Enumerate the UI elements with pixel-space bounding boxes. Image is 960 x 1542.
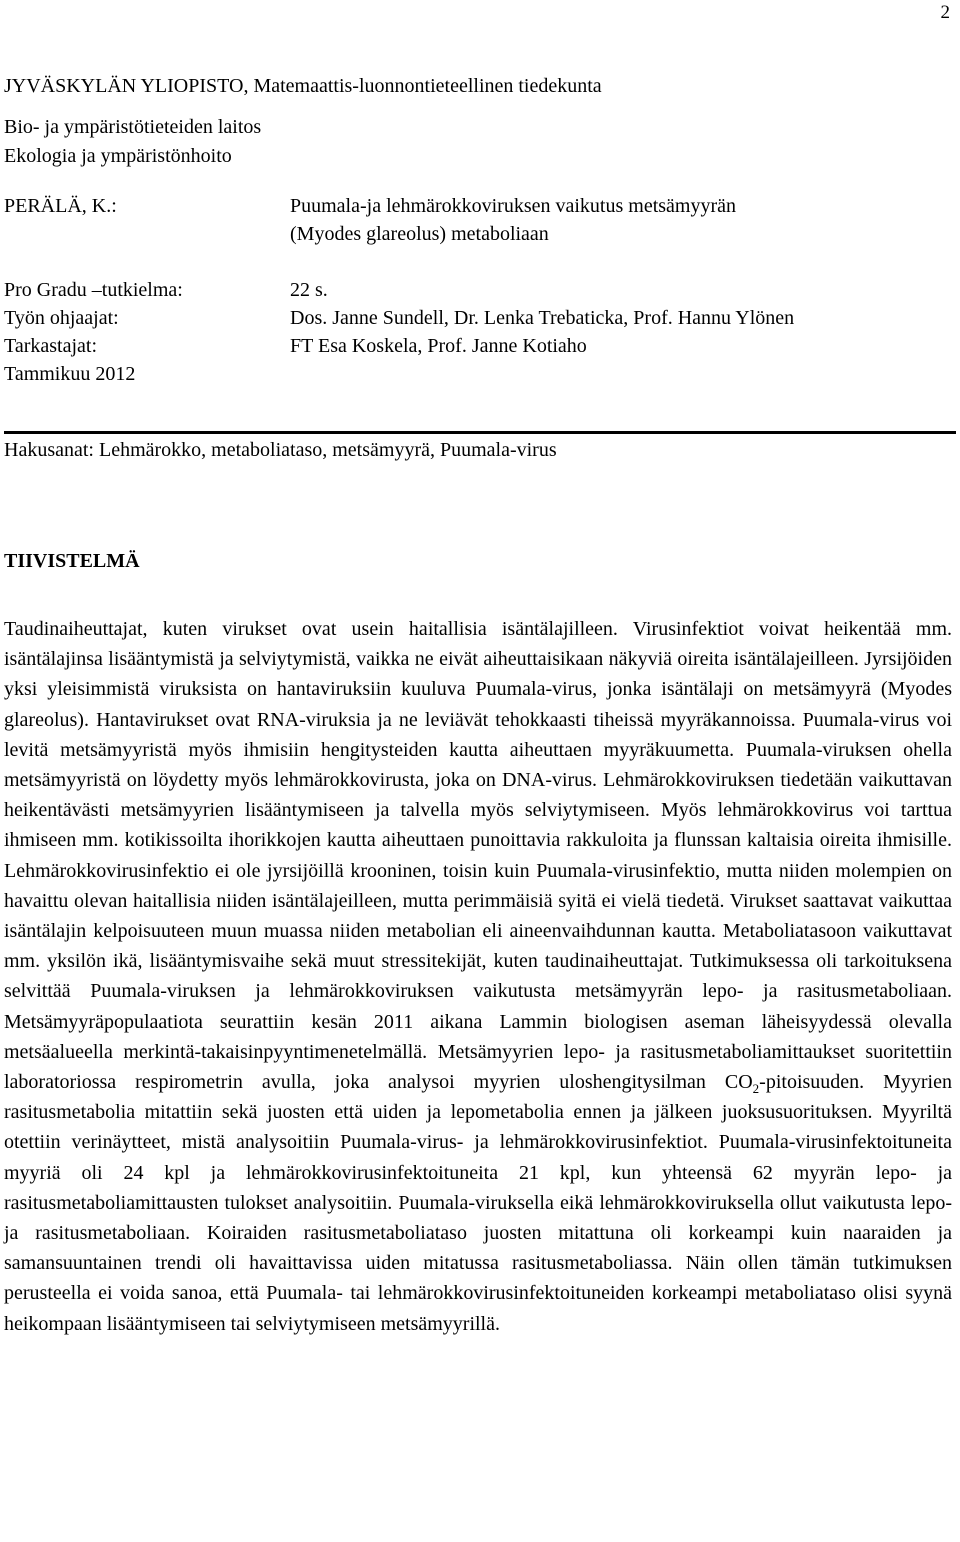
thesis-title-line-1: Puumala-ja lehmärokkoviruksen vaikutus metsämyyrän xyxy=(290,195,737,217)
title-continuation-row xyxy=(4,220,794,248)
abstract-text-part-2: -pitoisuuden. Myyrien rasitusmetabolia mitattiin sekä juosten että uiden ja lepometabolia ennen ja jälkeen juoksusuorituksen. Myyriltä otettiin verinäytteet, mistä analysoitiin Puumala-virus- ja lehmärokkovirusinfektiot. Puumala-virusinfektoituneita myyriä oli 24 kpl ja lehmärokkovirusinfektoituneita 21 kpl, kun yhteensä 62 myyrän lepo- ja rasitusmetaboliamittausten tulokset analysoitiin. Puumala-viruksella eikä lehmärokkoviruksella ollut vaikutusta lepo- ja rasitusmetaboliaan. Koiraiden rasitusmetaboliataso juosten mitattuna oli korkeampi kuin naaraiden ja samansuuntainen trendi oli havaittavissa uiden mitatussa rasitusmetaboliassa. Näin ollen tämän tutkimuksen perusteella ei voida sanoa, että Puumala- tai lehmärokkovirusinfektoituneiden korkeampi metaboliataso olisi syynä heikompaan lisääntymiseen tai selviytymiseen metsämyyrillä. xyxy=(4,1071,952,1335)
abstract-body xyxy=(4,614,952,1339)
author-label: PERÄLÄ, K.: xyxy=(4,195,117,217)
horizontal-divider xyxy=(4,431,956,434)
supervisors-row xyxy=(4,304,794,332)
university-faculty: JYVÄSKYLÄN YLIOPISTO, Matemaattis-luonnontieteellinen tiedekunta xyxy=(4,75,602,97)
abstract-text-part-1: Taudinaiheuttajat, kuten virukset ovat usein haitallisia isäntälajilleen. Virusinfektiot voivat heikentää mm. isäntälajinsa lisääntymistä ja selviytymistä, vaikka ne eivät aiheuttaisikaan näkyviä oireita isäntälajeilleen. Jyrsijöiden yksi yleisimmistä viruksista on hantaviruksiin kuuluva Puumala-virus, jonka isäntälaji on metsämyyrä (Myodes glareolus). Hantavirukset ovat RNA-viruksia ja ne leviävät tehokkaasti tiheissä myyräkannoissa. Puumala-virus voi levitä metsämyyristä myös ihmisiin hengitysteiden kautta aiheuttaen myyräkuumetta. Puumala-viruksen ohella metsämyyristä on löydetty myös lehmärokkovirusta, joka on DNA-virus. Lehmärokkoviruksen tiedetään vaikuttavan heikentävästi metsämyyrien lisääntymiseen ja talvella myös selviytymiseen. Myös lehmärokkovirus voi tarttua ihmiseen mm. kotikissoilta ihorikkojen kautta aiheuttaen punoittavia rakkuloita ja flunssan kaltaisia oireita ihmisille. Lehmärokkovirusinfektio ei ole jyrsijöillä krooninen, toisin kuin Puumala-virusinfektio, mutta niiden molempien on havaittu olevan haitallisia niiden isäntälajeilleen, mutta perimmäisiä syitä ei vielä tiedetä. Virukset saattavat vaikuttaa isäntälajin kelpoisuuteen muun muassa niiden metabolian eli aineenvaihdunnan kautta. Metaboliatasoon vaikuttavat mm. yksilön ikä, lisääntymisvaihe sekä muut stressitekijät, kuten taudinaiheuttajat. Tutkimuksessa oli tarkoituksena selvittää Puumala-viruksen ja lehmärokkoviruksen vaikutusta metsämyyrän lepo- ja rasitusmetaboliaan. Metsämyyräpopulaatiota seurattiin kesän 2011 aikana Lammin biologisen aseman läheisyydessä olevalla metsäalueella merkintä-takaisinpyyntimenetelmällä. Metsämyyrien lepo- ja rasitusmetaboliamittaukset suoritettiin laboratoriossa respirometrin avulla, joka analysoi myyrien uloshengitysilman CO xyxy=(4,618,952,1094)
author-row xyxy=(4,192,794,220)
abstract-heading: TIIVISTELMÄ xyxy=(4,550,140,572)
page-number: 2 xyxy=(940,2,950,23)
metadata-spacer xyxy=(4,248,794,276)
page-count: 22 s. xyxy=(290,279,328,301)
thesis-title-line-2: (Myodes glareolus) metaboliaan xyxy=(290,223,549,245)
thesis-row xyxy=(4,276,794,304)
examiners-row xyxy=(4,332,794,360)
thesis-label: Pro Gradu –tutkielma: xyxy=(4,279,183,301)
document-header xyxy=(4,72,602,171)
thesis-metadata xyxy=(4,192,794,388)
header-spacer xyxy=(4,101,602,113)
supervisors-value: Dos. Janne Sundell, Dr. Lenka Trebaticka, Prof. Hannu Ylönen xyxy=(290,307,795,329)
publication-date: Tammikuu 2012 xyxy=(4,363,136,385)
supervisors-label: Työn ohjaajat: xyxy=(4,307,119,329)
co2-subscript: 2 xyxy=(752,1081,760,1097)
date-row xyxy=(4,360,794,388)
keywords: Hakusanat: Lehmärokko, metaboliataso, metsämyyrä, Puumala-virus xyxy=(4,439,557,461)
examiners-label: Tarkastajat: xyxy=(4,335,97,357)
examiners-value: FT Esa Koskela, Prof. Janne Kotiaho xyxy=(290,335,587,357)
department: Bio- ja ympäristötieteiden laitos xyxy=(4,116,262,138)
section: Ekologia ja ympäristönhoito xyxy=(4,145,232,167)
